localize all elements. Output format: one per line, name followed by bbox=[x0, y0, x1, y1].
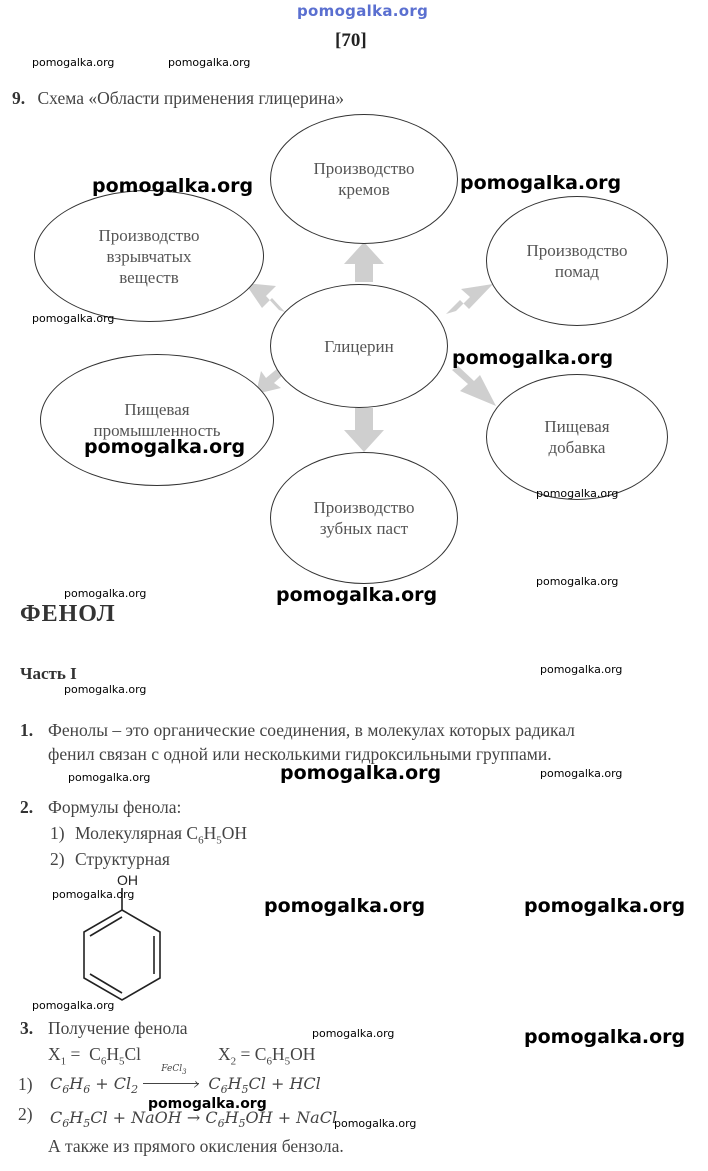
watermark: pomogalka.org bbox=[452, 347, 614, 369]
node-food-additive bbox=[486, 374, 668, 500]
eq-1-number: 1) bbox=[18, 1074, 33, 1094]
node-glycerin bbox=[270, 284, 448, 408]
formula-structural-label: Структурная bbox=[74, 849, 170, 869]
watermark: pomogalka.org bbox=[64, 683, 147, 696]
watermark: pomogalka.org bbox=[32, 999, 115, 1012]
equation-1: $C_6H_6 + Cl_2$ FeCl$_3$ › $C_6H_5Cl$ + HCl bbox=[50, 1064, 321, 1097]
section-title: ФЕНОЛ bbox=[20, 601, 116, 627]
watermark: pomogalka.org bbox=[168, 56, 251, 69]
watermark: pomogalka.org bbox=[524, 1026, 686, 1048]
formula-molecular-label: Молекулярная bbox=[74, 823, 183, 843]
node-glycerin-label: Глицерин bbox=[324, 336, 394, 356]
task-title-text: Схема «Области применения глицерина» bbox=[37, 88, 344, 108]
item-number: 1. bbox=[20, 720, 34, 740]
watermark: pomogalka.org bbox=[460, 172, 622, 194]
arrow-upper-right bbox=[446, 284, 493, 314]
catalyst-label: FeCl$_3$ bbox=[161, 1064, 187, 1076]
watermark: pomogalka.org bbox=[536, 575, 619, 588]
node-toothpaste-label: Производство зубных паст bbox=[313, 498, 415, 538]
benzene-ring bbox=[84, 910, 160, 1000]
item-2 bbox=[20, 797, 182, 818]
arrow-lower-right bbox=[452, 366, 496, 406]
final-line: А также из прямого окисления бензола. bbox=[48, 1136, 344, 1156]
node-explosives-label: Производство взрывчатых веществ bbox=[98, 225, 200, 287]
node-food-industry bbox=[40, 354, 274, 486]
item-3 bbox=[20, 1018, 188, 1039]
item-2-title: Формулы фенола: bbox=[48, 797, 182, 817]
node-creams-label: Производство кремов bbox=[313, 159, 415, 199]
node-toothpaste bbox=[270, 452, 458, 584]
node-food-industry-label: Пищевая промышленность bbox=[93, 400, 221, 440]
watermark: pomogalka.org bbox=[32, 56, 115, 69]
item-number: 3. bbox=[20, 1018, 34, 1038]
watermark: pomogalka.org bbox=[84, 436, 246, 458]
watermark: pomogalka.org bbox=[312, 1027, 395, 1040]
item-number: 2. bbox=[20, 797, 34, 817]
watermark: pomogalka.org bbox=[280, 762, 442, 784]
arrow-upper-left bbox=[245, 283, 285, 312]
item-1-line-1: Фенолы – это органические соединения, в молекулах которых радикал bbox=[48, 720, 575, 740]
part-title: Часть I bbox=[20, 664, 77, 683]
arrow-down bbox=[344, 408, 384, 452]
watermark: pomogalka.org bbox=[32, 312, 115, 325]
node-food-additive-label: Пищевая добавка bbox=[544, 417, 610, 457]
watermark: pomogalka.org bbox=[334, 1117, 417, 1130]
node-lipsticks bbox=[486, 196, 668, 326]
watermark: pomogalka.org bbox=[92, 175, 254, 197]
item-1-line-2: фенил связан с одной или несколькими гидроксильными группами. bbox=[48, 744, 552, 764]
formula-molecular bbox=[50, 823, 247, 847]
sub-number: 1) bbox=[50, 823, 65, 843]
item-3-title: Получение фенола bbox=[48, 1018, 188, 1038]
molecular-formula: $C_6H_5OH$ bbox=[186, 823, 248, 847]
task-number: 9. bbox=[12, 88, 26, 108]
watermark: pomogalka.org bbox=[524, 895, 686, 917]
watermark: pomogalka.org bbox=[264, 895, 426, 917]
oh-label: OH bbox=[117, 872, 138, 888]
page-number: [70] bbox=[335, 30, 367, 51]
sub-number: 2) bbox=[50, 849, 65, 869]
watermark: pomogalka.org bbox=[276, 584, 438, 606]
watermark: pomogalka.org bbox=[68, 771, 151, 784]
site-header[interactable]: pomogalka.org bbox=[297, 2, 429, 20]
node-creams bbox=[270, 114, 458, 244]
watermark: pomogalka.org bbox=[52, 888, 135, 901]
x1-definition: $X_1 = C_6H_5Cl$ bbox=[48, 1044, 141, 1068]
watermark: pomogalka.org bbox=[536, 487, 619, 500]
watermark: pomogalka.org bbox=[148, 1096, 267, 1112]
node-lipsticks-label: Производство помад bbox=[526, 241, 628, 281]
equation-2: $C_6H_5Cl$ + NaOH → $C_6H_5OH$ + NaCl bbox=[50, 1108, 338, 1131]
item-1 bbox=[20, 720, 575, 741]
watermark: pomogalka.org bbox=[540, 663, 623, 676]
phenol-structure bbox=[70, 886, 180, 1008]
node-explosives bbox=[34, 190, 264, 322]
watermark: pomogalka.org bbox=[540, 767, 623, 780]
x2-definition: $X_2 = C_6H_5OH$ bbox=[218, 1044, 316, 1068]
eq-2-number: 2) bbox=[18, 1104, 33, 1124]
formula-structural bbox=[50, 849, 170, 870]
watermark: pomogalka.org bbox=[64, 587, 147, 600]
arrow-up bbox=[344, 242, 384, 282]
